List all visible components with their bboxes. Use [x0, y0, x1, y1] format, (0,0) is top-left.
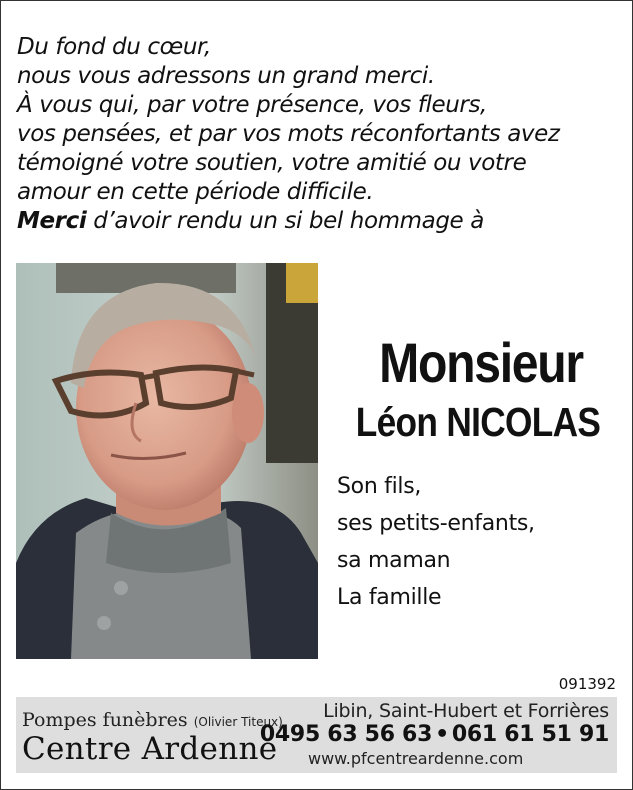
family-member: sa maman [337, 548, 451, 573]
message-line: témoigné votre soutien, votre amitié ou votre [17, 150, 527, 176]
funeral-home-label: Pompes funèbres [22, 709, 194, 731]
funeral-home-locations: Libin, Saint-Hubert et Forrières [323, 700, 609, 722]
thank-you-message [17, 33, 617, 236]
honorific-title: Monsieur [379, 331, 583, 394]
phone-separator: • [435, 722, 449, 747]
phone-2[interactable]: 061 61 51 91 [451, 722, 609, 747]
portrait-photo [16, 263, 318, 659]
funeral-home-name: Centre Ardenne [22, 731, 278, 767]
funeral-home-banner [16, 697, 617, 773]
message-line: À vous qui, par votre présence, vos fleurs, [17, 92, 487, 118]
family-member: Son fils, [337, 474, 422, 499]
funeral-home-line1 [22, 709, 283, 731]
message-last-text: d’avoir rendu un si bel hommage à [86, 208, 484, 234]
merci-bold: Merci [17, 208, 87, 234]
message-line: vos pensées, et par vos mots réconfortants avez [17, 121, 560, 147]
message-line: Du fond du cœur, [17, 34, 211, 60]
family-member: La famille [337, 585, 442, 610]
family-list [337, 468, 617, 616]
family-member: ses petits-enfants, [337, 511, 535, 536]
funeral-home-owner: (Olivier Titeux) [193, 715, 283, 729]
deceased-name: Léon NICOLAS [355, 399, 601, 445]
message-line: nous vous adressons un grand merci. [17, 63, 435, 89]
reference-number: 091392 [558, 675, 616, 693]
phone-1[interactable]: 0495 63 56 63 [259, 722, 433, 747]
funeral-home-website[interactable]: www.pfcentreardenne.com [308, 749, 524, 768]
funeral-home-phones [260, 722, 609, 747]
message-last-line [17, 207, 617, 236]
message-line: amour en cette période difficile. [17, 179, 374, 205]
